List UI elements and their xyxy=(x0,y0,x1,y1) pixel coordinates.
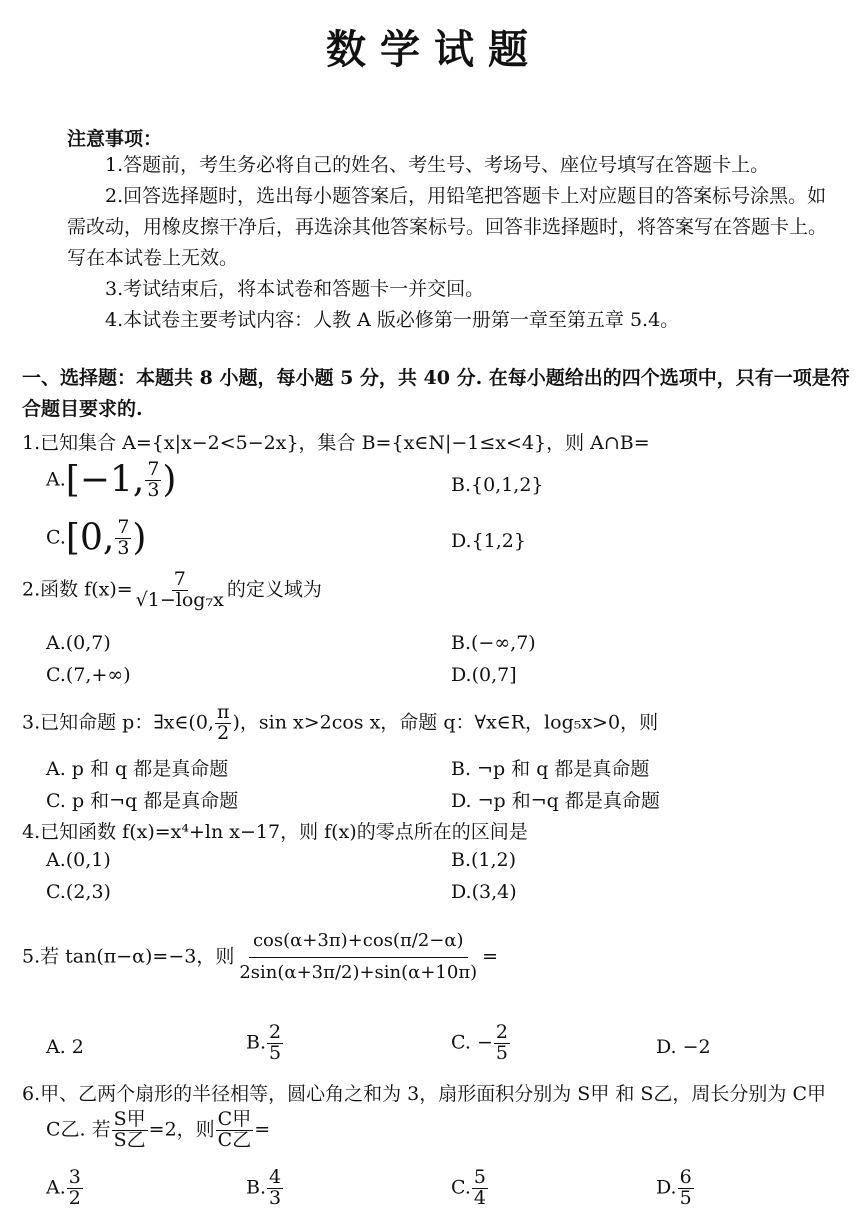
notice-item-4: 4.本试卷主要考试内容：人教 A 版必修第一册第一章至第五章 5.4。 xyxy=(105,309,680,331)
fraction-numerator: 6 xyxy=(679,1166,692,1188)
fraction-numerator: 4 xyxy=(269,1166,282,1188)
option-label: C. xyxy=(451,1176,471,1199)
q6-option-c xyxy=(451,1168,489,1209)
fraction xyxy=(494,1023,510,1064)
fraction xyxy=(67,1168,83,1209)
fraction xyxy=(115,518,131,559)
fraction-numerator: cos(α+3π)+cos(π/2−α) xyxy=(249,930,468,958)
fraction-denominator: 4 xyxy=(473,1186,486,1209)
option-label: B. xyxy=(246,1031,267,1054)
fraction xyxy=(472,1168,488,1209)
fraction-numerator: 2 xyxy=(495,1021,508,1043)
notice-item-2: 2.回答选择题时，选出每小题答案后，用铅笔把答题卡上对应题目的答案标号涂黑。如需改动，用橡皮擦干净后，再选涂其他答案标号。回答非选择题时，将答案写在答题卡上。写在本试卷上无效。 xyxy=(67,185,828,269)
q1-option-a xyxy=(46,460,176,501)
q1-option-c xyxy=(46,518,146,559)
option-label: D. xyxy=(656,1176,677,1199)
option-text: ) xyxy=(132,517,147,559)
stem-text: 3.已知命题 p：∃x∈(0, xyxy=(22,711,214,734)
option-label: C. − xyxy=(451,1031,493,1054)
stem-text: 2.函数 f(x)= xyxy=(22,578,133,601)
q4-option-a: A.(0,1) xyxy=(46,849,111,871)
stem-text: = xyxy=(482,945,499,968)
fraction-denominator: √1−log₇x xyxy=(135,588,224,611)
stem-text: 5.若 tan(π−α)=−3，则 xyxy=(22,945,235,968)
q6-option-a xyxy=(46,1168,84,1209)
fraction-denominator: 2 xyxy=(217,721,230,744)
fraction-denominator: 3 xyxy=(269,1186,282,1209)
q3-option-a: A. p 和 q 都是真命题 xyxy=(46,758,229,780)
fraction-denominator: 5 xyxy=(495,1041,508,1064)
fraction-numerator: S甲 xyxy=(113,1108,146,1130)
section-heading: 一、选择题：本题共 8 小题，每小题 5 分，共 40 分. 在每小题给出的四个选项中，只有一项是符合题目要求的. xyxy=(22,367,850,420)
fraction-numerator: π xyxy=(216,701,230,723)
q3-option-d: D. ¬p 和¬q 都是真命题 xyxy=(451,790,660,812)
fraction-denominator: 5 xyxy=(269,1041,282,1064)
question-2-stem xyxy=(22,570,322,611)
fraction xyxy=(678,1168,694,1209)
fraction xyxy=(112,1110,148,1151)
fraction xyxy=(215,703,232,744)
fraction-denominator: 3 xyxy=(117,536,130,559)
stem-text: 的定义域为 xyxy=(226,578,322,601)
fraction xyxy=(216,1110,254,1151)
option-label: C. xyxy=(46,526,66,549)
q3-option-b: B. ¬p 和 q 都是真命题 xyxy=(451,758,650,780)
q2-option-d: D.(0,7] xyxy=(451,664,517,686)
fraction-denominator: S乙 xyxy=(113,1128,146,1151)
q5-option-b xyxy=(246,1023,284,1064)
fraction xyxy=(267,1168,283,1209)
notice-heading: 注意事项： xyxy=(67,128,163,150)
notice-item-3: 3.考试结束后，将本试卷和答题卡一并交回。 xyxy=(105,278,485,300)
fraction-denominator: 2sin(α+3π/2)+sin(α+10π) xyxy=(239,961,478,983)
page-title: 数学试题 xyxy=(326,26,542,73)
q6-option-b xyxy=(246,1168,284,1209)
question-6-line-1: 6.甲、乙两个扇形的半径相等，圆心角之和为 3，扇形面积分别为 S甲 和 S乙，周长分别为 C甲 xyxy=(22,1083,826,1105)
stem-text: )，sin x>2cos x，命题 q：∀x∈R，log₅x>0，则 xyxy=(232,711,659,734)
q2-option-c: C.(7,+∞) xyxy=(46,664,131,686)
option-text: ) xyxy=(162,459,177,501)
q1-option-d: D.{1,2} xyxy=(451,530,526,552)
fraction-numerator: 5 xyxy=(473,1166,486,1188)
stem-text: =2，则 xyxy=(148,1118,215,1141)
option-text: [0, xyxy=(65,517,115,559)
q6-option-d xyxy=(656,1168,695,1209)
question-4-stem: 4.已知函数 f(x)=x⁴+ln x−17，则 f(x)的零点所在的区间是 xyxy=(22,821,528,843)
question-3-stem xyxy=(22,703,658,744)
q1-option-b: B.{0,1,2} xyxy=(451,474,544,496)
fraction-numerator: 7 xyxy=(173,568,186,590)
q5-option-d: D. −2 xyxy=(656,1036,711,1058)
notice-item-1: 1.答题前，考生务必将自己的姓名、考生号、考场号、座位号填写在答题卡上。 xyxy=(105,154,770,176)
fraction xyxy=(134,570,226,611)
q2-option-b: B.(−∞,7) xyxy=(451,632,536,654)
option-label: A. xyxy=(46,1176,66,1199)
fraction xyxy=(235,930,481,985)
option-label: B. xyxy=(246,1176,267,1199)
fraction-denominator: C乙 xyxy=(217,1128,252,1151)
stem-text: C乙. 若 xyxy=(46,1118,111,1141)
fraction-numerator: C甲 xyxy=(217,1108,252,1130)
fraction-denominator: 2 xyxy=(68,1186,81,1209)
fraction xyxy=(145,460,161,501)
question-6-line-2 xyxy=(46,1110,270,1151)
fraction-denominator: 3 xyxy=(147,478,160,501)
question-1-stem: 1.已知集合 A={x|x−2<5−2x}，集合 B={x∈N|−1≤x<4}，则 A∩B= xyxy=(22,432,650,454)
option-label: A. xyxy=(46,468,66,491)
fraction-numerator: 7 xyxy=(117,516,130,538)
q3-option-c: C. p 和¬q 都是真命题 xyxy=(46,790,239,812)
q5-option-a: A. 2 xyxy=(46,1036,84,1058)
fraction-denominator: 5 xyxy=(679,1186,692,1209)
fraction-numerator: 2 xyxy=(269,1021,282,1043)
question-5-stem xyxy=(22,930,498,985)
q4-option-b: B.(1,2) xyxy=(451,849,517,871)
fraction-numerator: 7 xyxy=(147,458,160,480)
stem-text: = xyxy=(254,1118,271,1141)
fraction-numerator: 3 xyxy=(68,1166,81,1188)
q5-option-c xyxy=(451,1023,511,1064)
q4-option-d: D.(3,4) xyxy=(451,881,517,903)
option-text: [−1, xyxy=(65,459,145,501)
fraction xyxy=(267,1023,283,1064)
q2-option-a: A.(0,7) xyxy=(46,632,111,654)
q4-option-c: C.(2,3) xyxy=(46,881,111,903)
